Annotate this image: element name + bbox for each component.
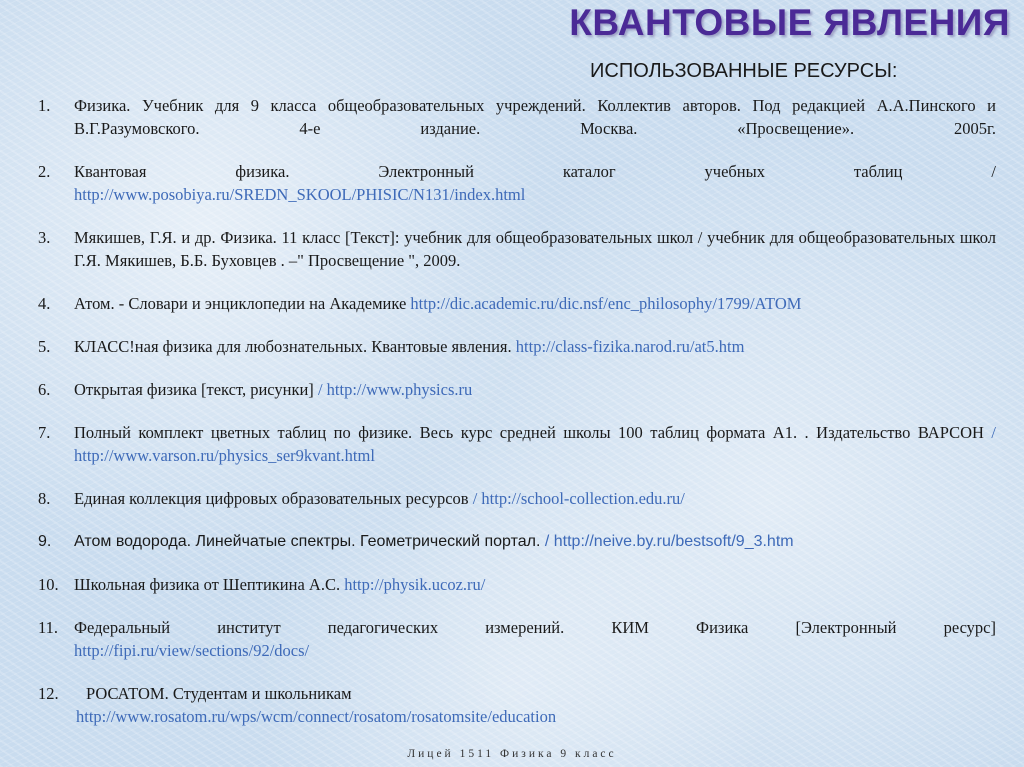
item-link[interactable]: http://physik.ucoz.ru/ [344,575,486,594]
list-item-11 [38,616,996,662]
list-item-3 [38,226,996,272]
item-text: Квантовая физика. Электронный каталог учебных таблиц / [74,162,996,181]
item-number: 3. [38,228,51,247]
resources-heading: ИСПОЛЬЗОВАННЫЕ РЕСУРСЫ: [590,60,898,82]
item-number: 1. [38,96,51,115]
list-item-7 [38,421,996,467]
list-item-4 [38,292,996,315]
item-link[interactable]: / http://neive.by.ru/bestsoft/9_3.htm [544,533,794,550]
item-link[interactable]: http://www.posobiya.ru/SREDN_SKOOL/PHISIC/N131/index.html [74,185,526,204]
item-link[interactable]: http://dic.academic.ru/dic.nsf/enc_philosophy/1799/АТОМ [410,294,802,313]
list-item-1 [38,94,996,140]
item-number: 10. [38,575,59,594]
item-number: 8. [38,489,51,508]
slide-footer: Лицей 1511 Физика 9 класс [407,748,617,760]
slide-title: КВАНТОВЫЕ ЯВЛЕНИЯ [569,2,1010,43]
item-number: 11. [38,618,59,637]
list-item-12 [38,682,996,728]
item-text: Атом. - Словари и энциклопедии на Академике [74,294,407,313]
list-item-2 [38,160,996,206]
item-number: 9. [38,533,52,550]
list-item-6 [38,378,996,401]
item-text: Физика. Учебник для 9 класса общеобразовательных учреждений. Коллектив авторов. Под редакцией А.А.Пинского и В.Г.Разумовского. 4-е издание. Москва. «Просвещение». 2005г. [74,96,996,138]
item-number: 12. [38,684,59,703]
resources-list [38,94,996,748]
item-link[interactable]: / http://www.physics.ru [317,380,473,399]
item-text: Мякишев, Г.Я. и др. Физика. 11 класс [Текст]: учебник для общеобразовательных школ / учебник для общеобразовательных школ Г.Я. Мякишев, Б.Б. Буховцев . –" Просвещение ", 2009. [74,228,996,270]
item-text: Открытая физика [текст, рисунки] [74,380,314,399]
item-number: 4. [38,294,51,313]
list-item-8 [38,487,996,510]
list-item-9 [38,530,996,553]
item-number: 6. [38,380,51,399]
item-number: 2. [38,162,51,181]
item-link[interactable]: http://class-fizika.narod.ru/at5.htm [515,337,745,356]
item-text: Атом водорода. Линейчатые спектры. Геометрический портал. [74,533,541,550]
list-item-10 [38,573,996,596]
item-text: РОСАТОМ. Студентам и школьникам [86,684,352,703]
item-link[interactable]: / http://school-collection.edu.ru/ [472,489,685,508]
list-item-5 [38,335,996,358]
item-number: 7. [38,423,51,442]
item-text: КЛАСС!ная физика для любознательных. Квантовые явления. [74,337,512,356]
item-text: Единая коллекция цифровых образовательных ресурсов [74,489,469,508]
item-text: Полный комплект цветных таблиц по физике. Весь курс средней школы 100 таблиц формата А1. . Издательство ВАРСОН [74,423,984,442]
item-text: Федеральный институт педагогических измерений. КИМ Физика [Электронный ресурс] [74,618,996,637]
item-link[interactable]: http://fipi.ru/view/sections/92/docs/ [74,641,310,660]
item-number: 5. [38,337,51,356]
item-link[interactable]: / http://www.varson.ru/physics_ser9kvant.html [74,423,996,465]
item-link[interactable]: http://www.rosatom.ru/wps/wcm/connect/rosatom/rosatomsite/education [76,707,557,726]
item-text: Школьная физика от Шептикина А.С. [74,575,341,594]
